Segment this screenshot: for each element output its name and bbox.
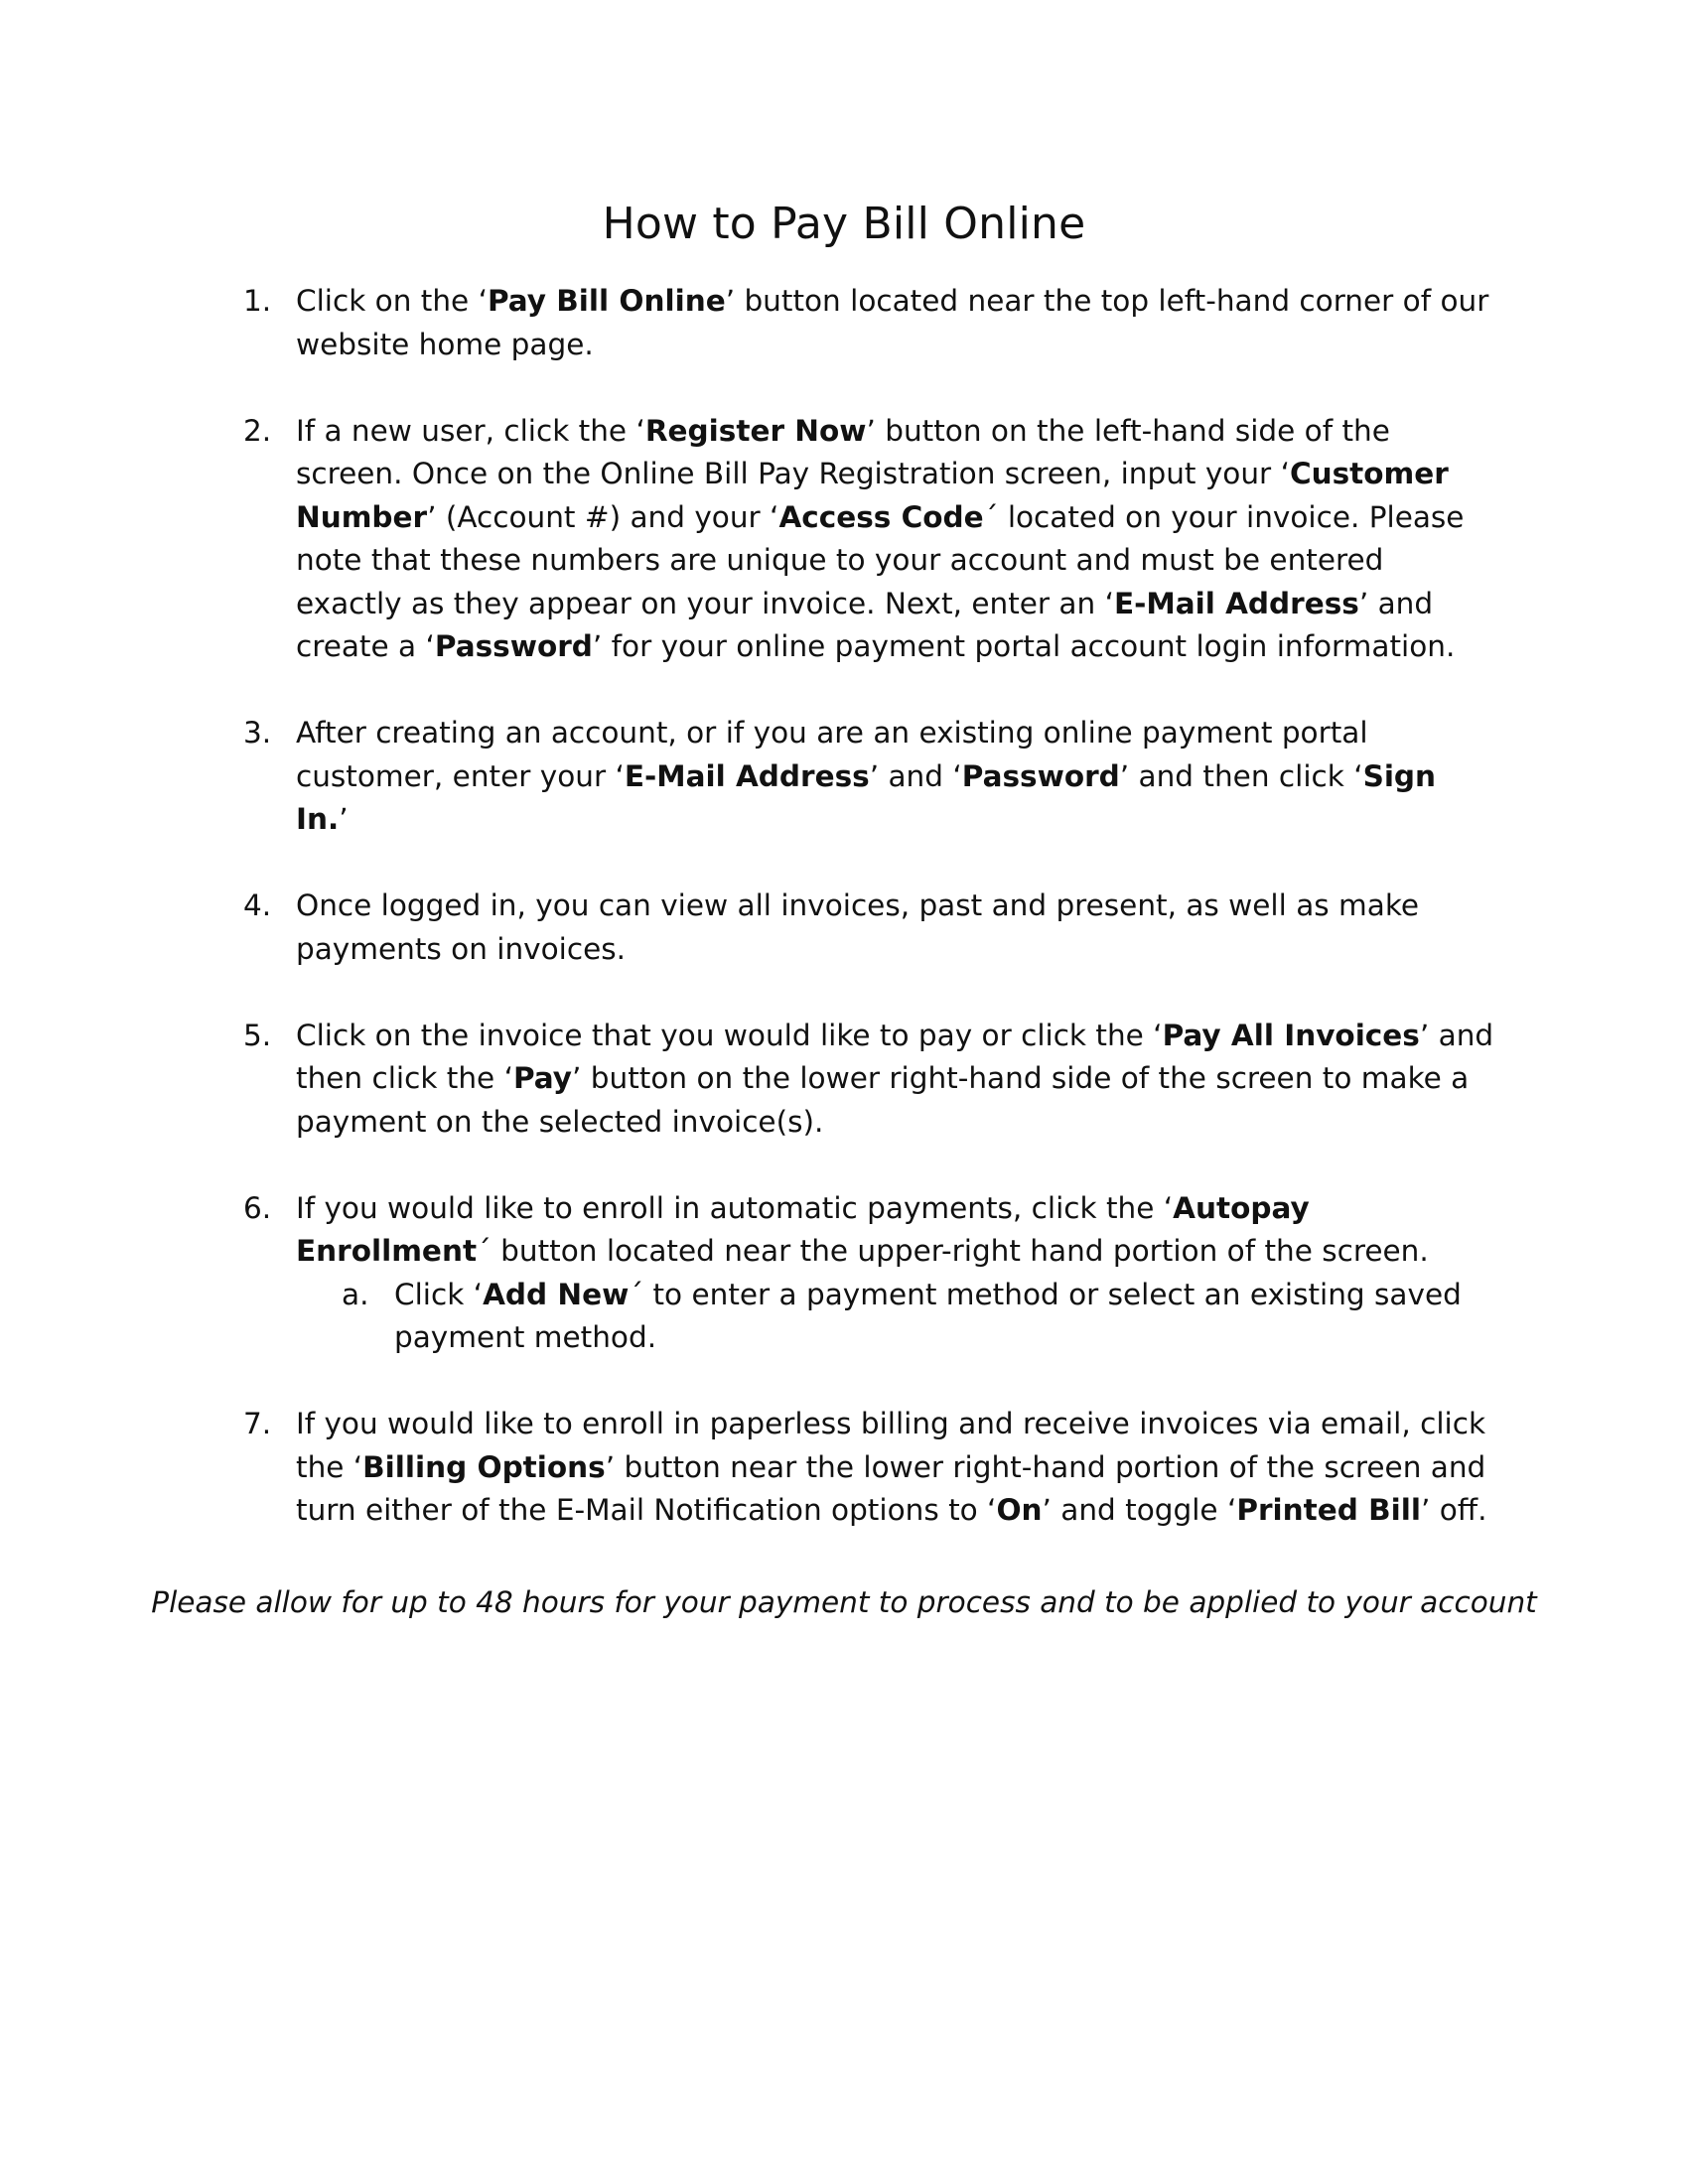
step-text-run: Once logged in, you can view all invoices, past and present, as well as make payments on invoices. (296, 888, 1420, 966)
ui-term: Pay All Invoices (1162, 1018, 1420, 1052)
step-text-run: ’ and ‘ (869, 758, 962, 793)
ui-term: Printed Bill (1236, 1493, 1421, 1527)
step-text-run: ’ button located near the top left-hand corner of our website home page. (296, 284, 1489, 361)
ui-term: Access Code (778, 499, 984, 534)
step-text-run: If a new user, click the ‘ (296, 413, 645, 448)
sub-step-item (296, 1274, 1494, 1360)
instruction-list (243, 280, 1494, 1575)
ui-term: Sign In. (296, 758, 1437, 836)
step-text (296, 410, 1494, 669)
step-text-run: After creating an account, or if you are an existing online payment portal customer, enter your ‘ (296, 716, 1368, 793)
step-text (296, 885, 1494, 971)
sub-step-letter: a. (342, 1277, 369, 1311)
step-text-run: ´ located on your invoice. Please note that these numbers are unique to your account and must be entered exactly as they appear on your invoice. Next, enter an ‘ (296, 499, 1465, 620)
step-text-run: ’ and then click the ‘ (296, 1018, 1494, 1095)
step-text (296, 280, 1494, 366)
step-text-run: If you would like to enroll in paperless billing and receive invoices via email, click the ‘ (296, 1407, 1486, 1484)
step-text-run: ’ (Account #) and your ‘ (427, 499, 779, 534)
ui-term: On (996, 1493, 1043, 1527)
ui-term: Password (961, 758, 1120, 793)
ui-term: Pay Bill Online (487, 284, 726, 318)
step-item (243, 1403, 1494, 1533)
step-text-run: ’ and create a ‘ (296, 586, 1434, 663)
step-text (296, 1403, 1494, 1533)
ui-term: E-Mail Address (624, 758, 870, 793)
ui-term: Customer Number (296, 457, 1449, 534)
processing-time-note: Please allow for up to 48 hours for your payment to process and to be applied to your account (151, 1585, 1537, 1619)
sub-step-text (394, 1274, 1494, 1360)
ui-term: Password (434, 629, 593, 663)
page-title: How to Pay Bill Online (602, 199, 1086, 249)
step-text-run: ’ button near the lower right-hand portion of the screen and turn either of the E-Mail Notification options to ‘ (296, 1449, 1486, 1527)
step-text-run: ´ to enter a payment method or select an existing saved payment method. (394, 1277, 1462, 1354)
step-text-run: Click on the ‘ (296, 284, 488, 318)
step-number: 1. (243, 284, 272, 318)
ui-term: Autopay Enrollment (296, 1190, 1310, 1268)
step-text (296, 1015, 1494, 1145)
step-text (296, 712, 1494, 842)
ui-term: Pay (512, 1061, 573, 1095)
step-number: 7. (243, 1407, 272, 1440)
step-text (296, 1187, 1494, 1274)
ui-term: Billing Options (362, 1449, 606, 1484)
step-item (243, 280, 1494, 366)
step-item (243, 885, 1494, 971)
step-number: 5. (243, 1018, 272, 1052)
step-number: 2. (243, 413, 272, 448)
step-text-run: Click ‘ (394, 1277, 484, 1311)
step-text-run: ’ off. (1420, 1493, 1487, 1527)
step-number: 4. (243, 888, 272, 922)
step-text-run: Click on the invoice that you would like to pay or click the ‘ (296, 1018, 1163, 1052)
step-text-run: ’ button on the lower right-hand side of the screen to make a payment on the selected invoice(s). (296, 1061, 1470, 1139)
step-text-run: ’ (339, 802, 349, 836)
step-text-run: ’ and then click ‘ (1119, 758, 1363, 793)
step-item (243, 1187, 1494, 1360)
step-item (243, 410, 1494, 669)
ui-term: Add New (483, 1277, 630, 1311)
step-number: 6. (243, 1190, 272, 1225)
step-item (243, 1015, 1494, 1145)
step-item (243, 712, 1494, 842)
ui-term: E-Mail Address (1113, 586, 1359, 620)
step-number: 3. (243, 716, 272, 750)
step-text-run: ’ and toggle ‘ (1042, 1493, 1237, 1527)
ui-term: Register Now (644, 413, 867, 448)
step-text-run: ’ for your online payment portal account login information. (592, 629, 1456, 663)
step-text-run: ’ button on the left-hand side of the screen. Once on the Online Bill Pay Registration screen, input your ‘ (296, 413, 1390, 490)
step-text-run: ´ button located near the upper-right hand portion of the screen. (477, 1234, 1429, 1268)
step-text-run: If you would like to enroll in automatic payments, click the ‘ (296, 1190, 1174, 1225)
